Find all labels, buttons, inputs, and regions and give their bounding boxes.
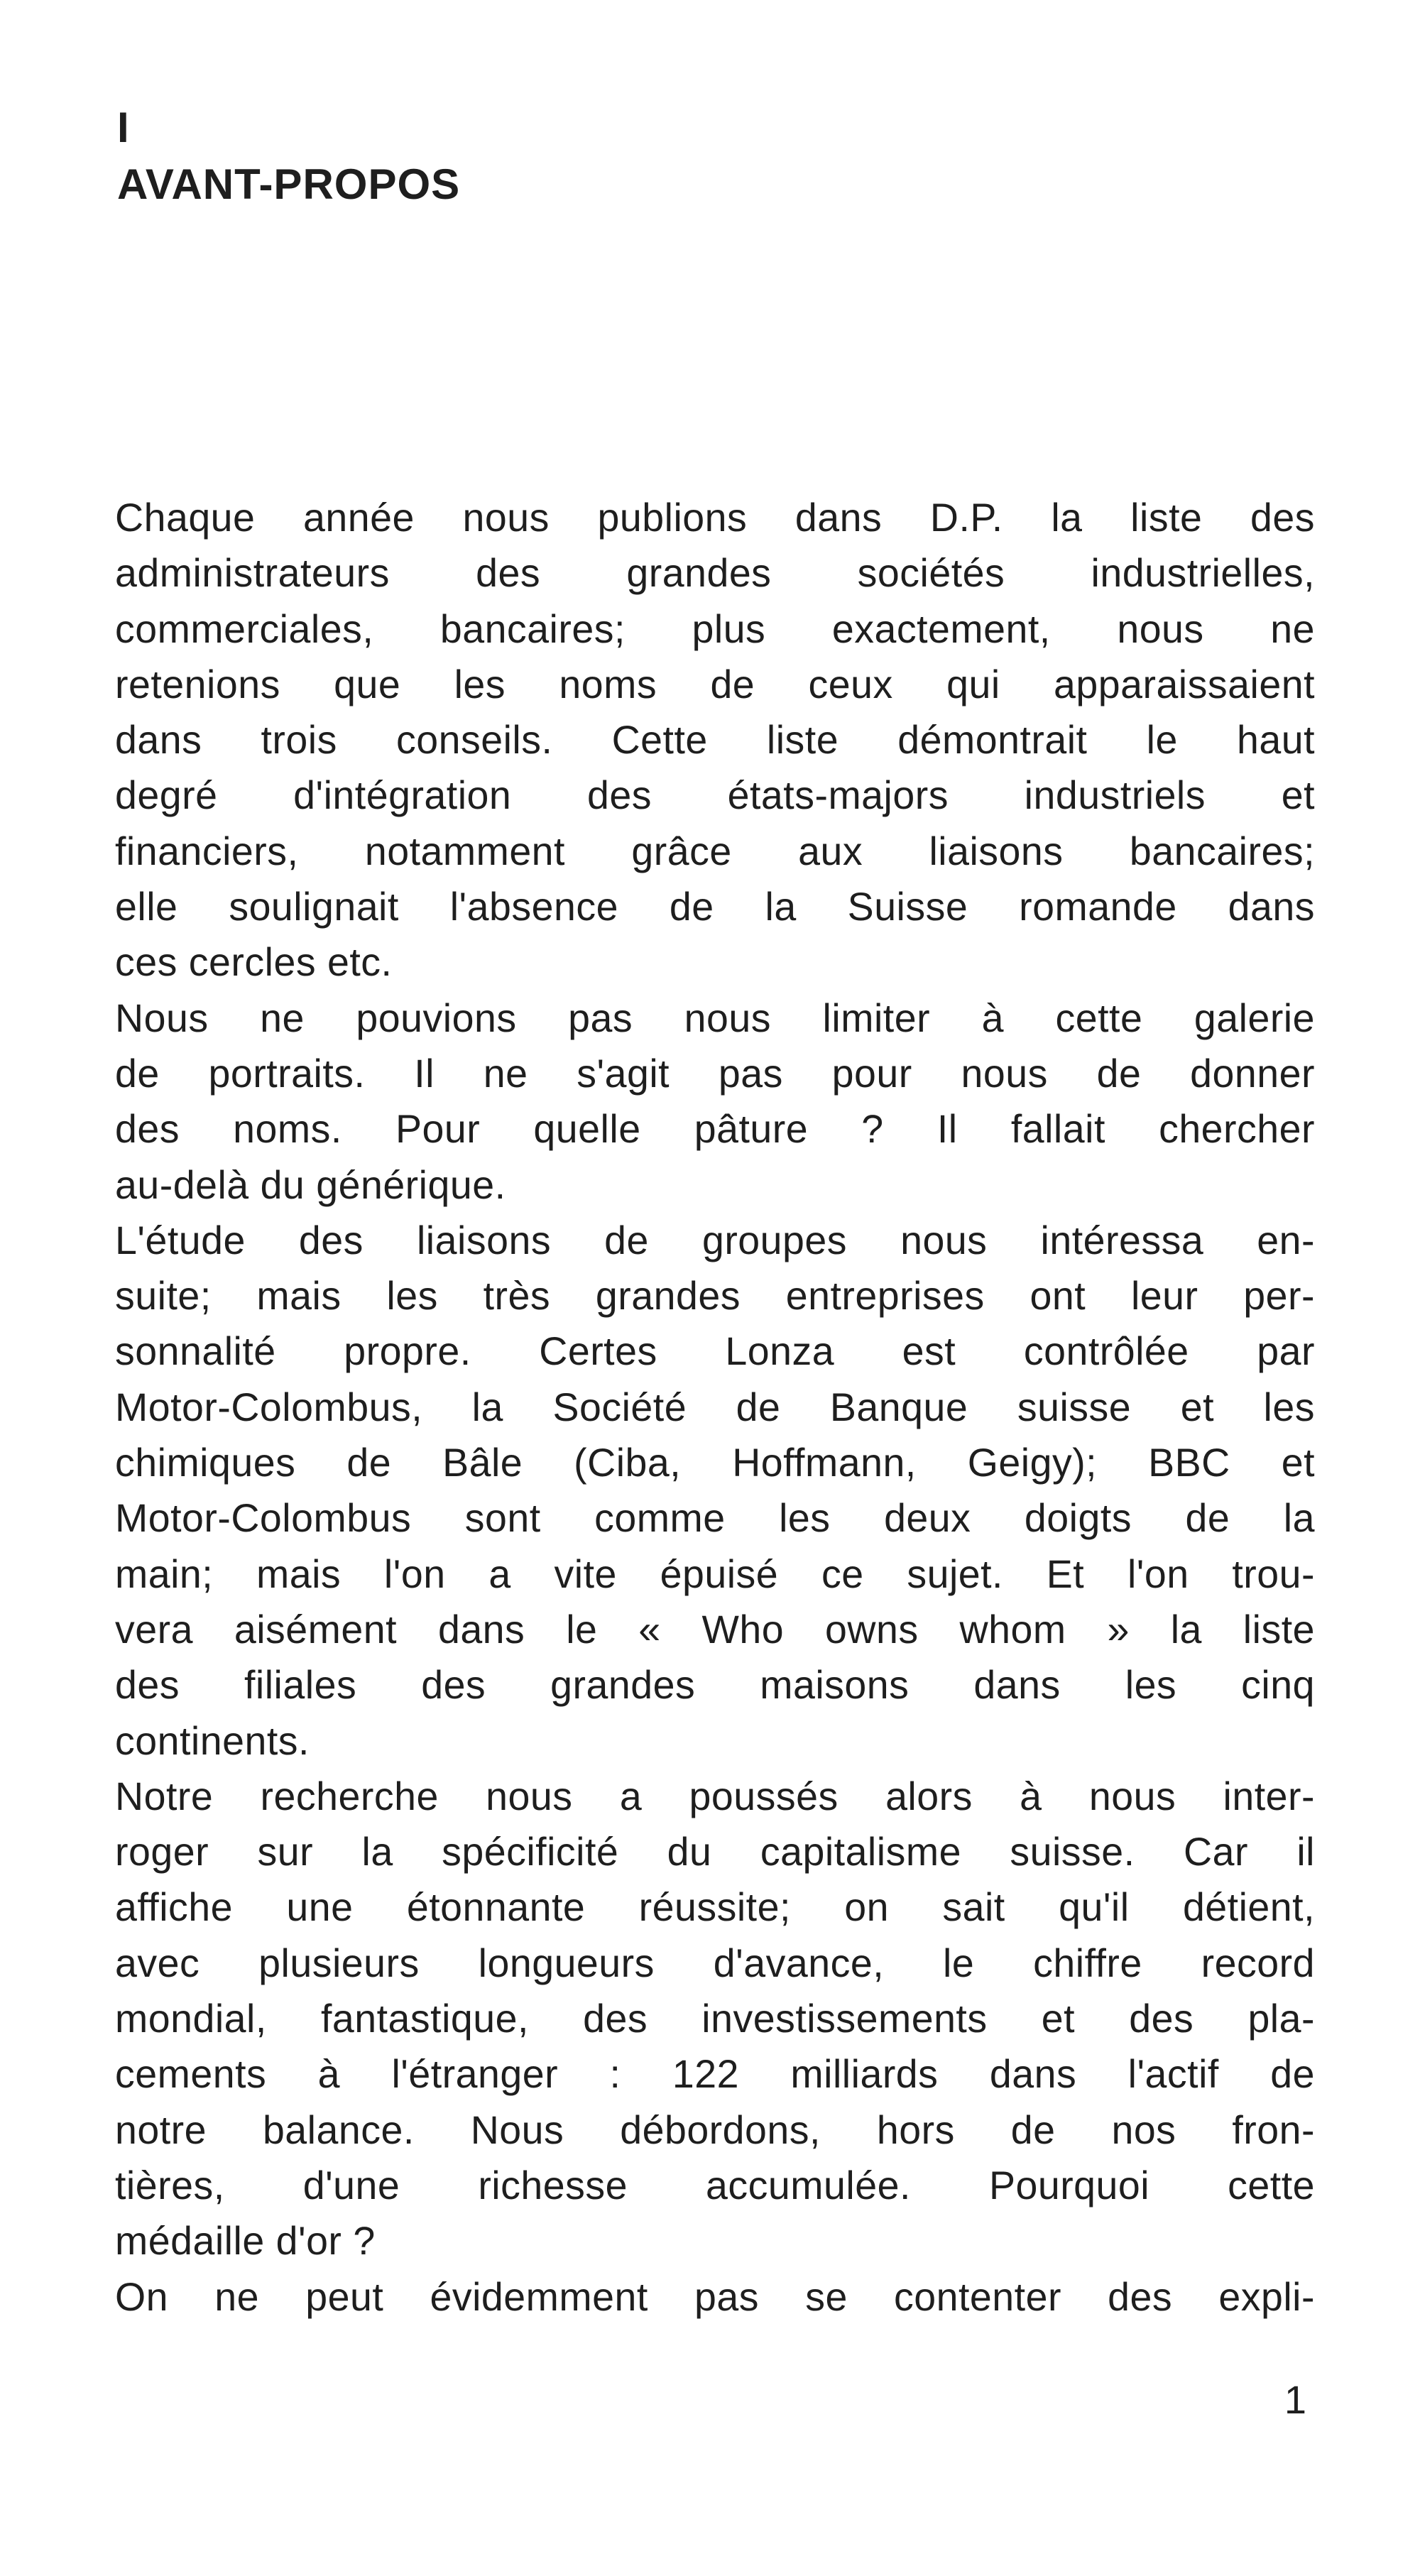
text-line: financiers, notamment grâce aux liaisons bancaires;	[115, 829, 1315, 873]
text-line: Motor-Colombus sont comme les deux doigts de la	[115, 1496, 1315, 1541]
text-line: des noms. Pour quelle pâture ? Il fallait chercher	[115, 1107, 1315, 1152]
text-line: médaille d'or ?	[115, 2219, 376, 2264]
text-line: au-delà du générique.	[115, 1162, 506, 1207]
text-line: chimiques de Bâle (Ciba, Hoffmann, Geigy); BBC et	[115, 1441, 1315, 1485]
text-line: ces cercles etc.	[115, 940, 393, 985]
text-line: tières, d'une richesse accumulée. Pourquoi cette	[115, 2163, 1315, 2207]
text-line: degré d'intégration des états-majors industriels et	[115, 773, 1315, 818]
text-line: dans trois conseils. Cette liste démontrait le haut	[115, 718, 1315, 763]
text-line: On ne peut évidemment pas se contenter des expli-	[115, 2274, 1315, 2319]
text-line: Notre recherche nous a poussés alors à nous inter-	[115, 1774, 1315, 1818]
body-text	[115, 490, 1315, 2325]
text-line: main; mais l'on a vite épuisé ce sujet. Et l'on trou-	[115, 1551, 1315, 1596]
text-line: elle soulignait l'absence de la Suisse romande dans	[115, 885, 1315, 929]
chapter-title: AVANT-PROPOS	[117, 160, 461, 208]
text-line: retenions que les noms de ceux qui apparaissaient	[115, 662, 1315, 706]
chapter-heading	[117, 99, 460, 213]
text-line: Nous ne pouvions pas nous limiter à cette galerie	[115, 995, 1315, 1040]
text-line: administrateurs des grandes sociétés industrielles,	[115, 551, 1315, 596]
text-line: vera aisément dans le « Who owns whom » la liste	[115, 1607, 1315, 1652]
text-line: commerciales, bancaires; plus exactement, nous ne	[115, 606, 1315, 651]
text-line: continents.	[115, 1718, 310, 1763]
text-line: roger sur la spécificité du capitalisme suisse. Car il	[115, 1830, 1315, 1874]
text-line: notre balance. Nous débordons, hors de nos fron-	[115, 2107, 1315, 2152]
text-line: cements à l'étranger : 122 milliards dans l'actif de	[115, 2052, 1315, 2097]
text-line: de portraits. Il ne s'agit pas pour nous de donner	[115, 1051, 1315, 1096]
text-line: avec plusieurs longueurs d'avance, le chiffre record	[115, 1941, 1315, 1985]
chapter-number: I	[117, 104, 130, 151]
text-line: mondial, fantastique, des investissements et des pla-	[115, 1997, 1315, 2041]
page-number: 1	[1284, 2377, 1306, 2422]
text-line: des filiales des grandes maisons dans les cinq	[115, 1663, 1315, 1708]
text-line: suite; mais les très grandes entreprises ont leur per-	[115, 1274, 1315, 1319]
text-line: sonnalité propre. Certes Lonza est contrôlée par	[115, 1329, 1315, 1374]
text-line: L'étude des liaisons de groupes nous intéressa en-	[115, 1218, 1315, 1262]
text-line: Motor-Colombus, la Société de Banque suisse et les	[115, 1385, 1315, 1429]
text-line: Chaque année nous publions dans D.P. la liste des	[115, 496, 1315, 540]
text-line: affiche une étonnante réussite; on sait qu'il détient,	[115, 1885, 1315, 1930]
